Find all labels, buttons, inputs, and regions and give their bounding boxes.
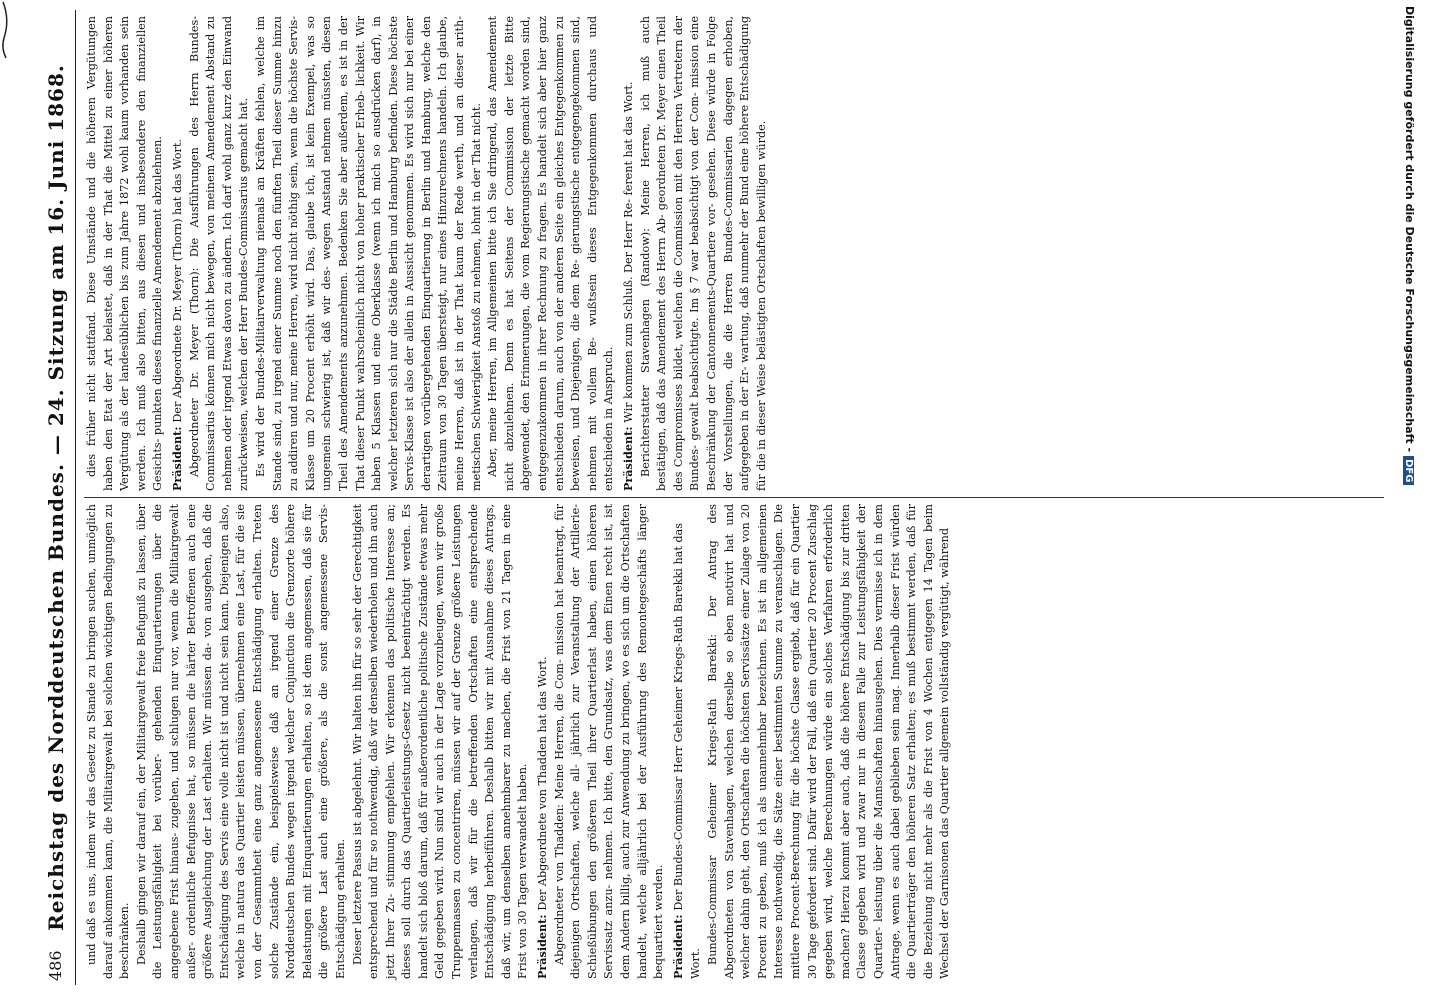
speaker-name: Präsident: xyxy=(169,426,184,491)
credit-text: Digitalisierung gefördert durch die Deutsche Forschungsgemeinschaft - xyxy=(1403,6,1416,453)
paragraph: Aber, meine Herren, im Allgemeinen bitte ich Sie dringend, das Amendement nicht abzulehnen. Denn es hat Seitens der Commission der letzte Bitte abgewendet, den Erinnerungen, die vom Regierungstische gemacht worden sind, entgegenzukommen in ihrer Rechnung zu fragen. Es handelt sich aber hier ganz entschieden darum, auch von der anderen Seite ein gleiches Entgegenkommen zu beweisen, und Diejenigen, die dem Re- gierungstische entgegengekommen sind, nehmen mit vollem Be- wußtsein dieses Entgegenkommen durchaus und entschieden in Anspruch. xyxy=(486,16,616,491)
paragraph: Bundes-Commissar Geheimer Kriegs-Rath Barekki: Der Antrag des Abgeordneten von Stavenhagen, welchen derselbe so eben motivirt hat und welcher dahin geht, den Ortschaften die höchsten Servissätze einer Zulage von 20 Procent zu geben, muß ich als unannehmbar bezeichnen. Es ist im allgemeinen Interesse nothwendig, die Sätze einer bestimmten Summe zu veranschlagen. Die mittlere Procent-Berechnung für die höchste Classe ergiebt, daß für ein Quartier 30 Tage gefordert sind. Dafür wird der Fall, daß ein Quartier 20 Procent Zuschlag gegeben wird, welche Berechnungen würde ein solches Verfahren erforderlich machen? Hierzu kommt aber auch, daß die höhere Entschädigung bis zur dritten Classe gegeben wird und zwar nur in diesem Falle zur Leistungsfähigkeit der Quartier- leistung über die Mannschaften hinausgehen. Dies vermisse ich in dem Antrage, wenn es auch dabei geblieben sein mag. Innerhalb dieser Frist würden die Quartierträger den höheren Satz erhalten; es muß bestimmt werden, daß für die Beziehung nicht mehr als die Frist von 4 Wochen entgegen 14 Tagen beim Wechsel der Garnisonen das Quartier allgemein vollständig vergütigt, während xyxy=(705,504,952,979)
speaker-line xyxy=(670,504,705,979)
running-title: Reichstag des Norddeutschen Bundes. — 24. Sitzung am 16. Juni 1868. xyxy=(44,64,68,931)
dfg-logo: DFG xyxy=(1403,456,1414,485)
paragraph: Berichterstatter Stavenhagen (Randow): Meine Herren, ich muß auch bestätigen, daß das Amendement des Herrn Ab- geordneten Dr. Meyer einen Theil des Compromisses bildet, welchen die Commission mit den Herren Vertretern der Bundes- gewalt beabsichtigte. Im § 7 war beabsichtigt von der Com- mission eine Beschränkung der Cantonnements-Quartiere vor- gesehen. Diese würde in Folge der Vorstellungen, die die Herren Bundes-Commissarien dagegen erhoben, aufgegeben in der Er- wartung, daß nunmehr der Bund eine höhere Entschädigung für die in dieser Weise belästigten Ortschaften bewilligen würde. xyxy=(638,16,768,491)
page-number: 486 xyxy=(46,950,65,981)
column-rule xyxy=(84,497,1384,498)
speaker-text: Der Abgeordnete Dr. Meyer (Thorn) hat das Wort. xyxy=(170,139,184,423)
text-columns xyxy=(84,10,1384,985)
speaker-text: Der Abgeordnete von Thadden hat das Wort. xyxy=(536,656,550,911)
paragraph: und daß es uns, indem wir das Gesetz zu Stande zu bringen suchen, unmöglich darauf ankommen kann, die Militairgewalt bei solchen wichtigen Bedingungen zu beschränken. xyxy=(85,504,132,979)
speaker-line xyxy=(169,16,187,491)
rotated-print-page xyxy=(42,10,1387,985)
paragraph: Dieser letztere Passus ist abgelehnt. Wir halten ihn für so sehr der Gerechtigkeit entsprechend und für so nothwendig, daß wir denselben wiederholen und ihn auch jetzt Ihrer Zu- stimmung empfehlen. Wir erkennen das politische Interesse an; dieses soll durch das Quartierleistungs-Gesetz nicht beeinträchtigt werden. Es handelt sich bloß darum, daß für außerordentliche politische Zustände etwas mehr Geld gegeben wird. Nun sind wir auch in der Lage vorzubeugen, wenn wir große Truppenmassen zu concentriren, müssen wir auf der Grenze größere Leistungen verlangen, daß wir für die betreffenden Ortschaften eine entsprechende Entschädigung herbeiführen. Deshalb bitten wir mit Ausnahme dieses Antrags, daß wir, um denselben annehmbarer zu machen, die Frist von 21 Tagen in eine Frist von 30 Tagen verwandelt haben. xyxy=(350,504,530,979)
paragraph: dies früher nicht stattfand. Diese Umstände und die höheren Vergütungen haben den Etat der Art belastet, daß in der That die Mittel zu einer höheren Vergütung als der landesüblichen bis zum Jahre 1872 wohl kaum vorhanden sein werden. Ich muß also bitten, aus diesen und insbesondere den finanziellen Gesichts- punkten dieses finanzielle Amendement abzulehnen. xyxy=(85,16,165,491)
digitization-credit xyxy=(1400,6,1416,996)
page-edge-mark xyxy=(0,0,14,60)
speaker-name: Präsident: xyxy=(535,914,550,979)
column-right xyxy=(84,10,1384,497)
speaker-name: Präsident: xyxy=(621,426,635,491)
paragraph: Abgeordneter von Thadden: Meine Herren, die Com- mission hat beantragt, für diejenigen Ortschaften, welche all- jährlich zur Veranstaltung der Artillerie-Schießübungen den größeren Theil ihrer Quartierlast haben, einen höheren Servissatz anzu- nehmen. Ich bitte, den Grundsatz, was dem Einen recht ist, ist dem Andern billig, auch zur Anwendung zu bringen, wo es sich um die Ortschaften handelt, welche alljährlich bei der Ausführung des Remontegeschäfts länger bequartiert werden. xyxy=(552,504,666,979)
speaker-text: Wir kommen zum Schluß. Der Herr Re- ferent hat das Wort. xyxy=(622,81,635,423)
paragraph: Es wird der Bundes-Militairverwaltung niemals an Kräften fehlen, welche im Stande sind, zu irgend einer Summe noch den fünften Theil dieser Summe hinzu zu addiren und nur, meine Herren, wird nicht nöthig sein, wenn die höchste Servis-Klasse um 20 Procent erhöht wird. Das, glaube ich, ist kein Exempel, was so ungemein schwierig ist, daß wir des- wegen Anstand nehmen müssten, diesen Theil des Amendements anzunehmen. Bedenken Sie aber außerdem, es ist in der That dieser Punkt wahrscheinlich nicht von hoher praktischer Erheb- lichkeit. Wir haben 5 Klassen und eine Oberklasse (wenn ich mich so ausdrücken darf), in welcher letzteren sich nur die Städte Berlin und Hamburg befinden. Diese höchste Servis-Klasse ist also der allein in Aussicht genommen. Es wird sich nur bei einer derartigen vorübergehenden Einquartierung in Berlin und Hamburg, welche den Zeitraum von 30 Tagen übersteigt, nur eines Hinzurechnens handeln. Ich glaube, meine Herren, daß ist in der That kaum der Rede werth, und an dieser arith- metischen Schwierigkeit Anstoß zu nehmen, lohnt in der That nicht. xyxy=(253,16,483,491)
speaker-line xyxy=(534,504,552,979)
speaker-line xyxy=(620,16,638,491)
running-header xyxy=(42,10,72,985)
header-rule xyxy=(75,10,76,985)
speaker-text: Der Bundes-Commissar Herr Geheimer Kriegs-Rath Barekki hat das Wort. xyxy=(671,523,703,979)
speaker-name: Präsident: xyxy=(670,914,685,979)
paragraph: Abgeordneter Dr. Meyer (Thorn): Die Ausführungen des Herrn Bundes-Commissarius können mich nicht bewegen, von meinem Amendement Abstand zu nehmen oder irgend Etwas davon zu ändern. Ich darf wohl ganz kurz den Einwand zurückweisen, welchen der Herr Bundes-Commissarius gemacht hat. xyxy=(187,16,251,491)
paragraph: Deshalb gingen wir darauf ein, der Militairgewalt freie Befugniß zu lassen, über die Leistungsfähigkeit bei vorüber- gehenden Einquartierungen über die angegebene Frist hinaus- zugehen, und schlugen nur vor, wenn die Militairgewalt außer- ordentliche Befugnisse hat, so müssen die härter Betroffenen auch eine größere Ausgleichung der Last erhalten. Wir müssen da- von ausgehen, daß die Entschädigung des Servis eine volle nicht ist und nicht sein kann. Diejenigen also, welche in natura das Quartier leisten müssen, übernehmen eine Last, für die sie von der Gesammtheit eine ganz angemessene Entschädigung erhalten. Treten solche Zustände ein, beispielsweise daß an irgend einer Grenze des Norddeutschen Bundes wegen irgend welcher Conjunction die Grenzorte höhere Belastungen mit Einquartierungen erhalten, so ist dem angemessen, daß sie für die größere Last auch eine größere, als die sonst angemessene Servis-Entschädigung erhalten. xyxy=(134,504,347,979)
column-left xyxy=(84,498,1384,985)
